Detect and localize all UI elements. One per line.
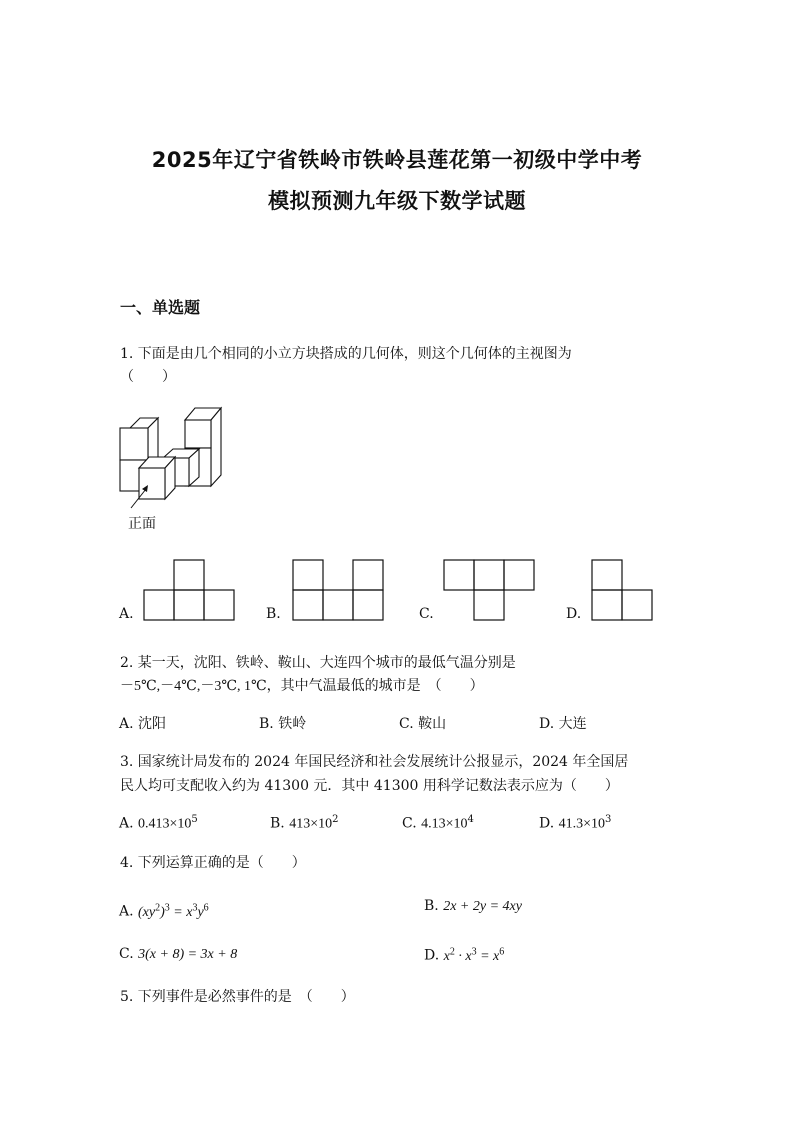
q2-option-d[interactable]: D. 大连 xyxy=(539,716,587,732)
q4-option-c[interactable] xyxy=(119,946,237,963)
q1-stem-line2: （ ） xyxy=(120,369,176,385)
q3-option-a[interactable] xyxy=(119,814,198,833)
q3-option-a-label: A. xyxy=(119,815,134,832)
q3-option-c[interactable] xyxy=(402,814,474,833)
q4-option-d-expr: $x^2 \cdot x^3 = x^6$ xyxy=(443,946,505,964)
q4-option-a[interactable] xyxy=(119,902,209,921)
q3-option-d-label: D. xyxy=(539,815,555,832)
q3-option-d[interactable] xyxy=(539,814,611,833)
q4-option-c-label: C. xyxy=(119,946,134,962)
q3-option-a-mantissa: 0.413×10 xyxy=(138,816,192,832)
q3-option-d-mantissa: 41.3×10 xyxy=(558,816,606,832)
q4-option-b[interactable] xyxy=(424,898,522,915)
q1-cube-figure xyxy=(115,405,245,505)
document-title-line1: 2025年辽宁省铁岭市铁岭县莲花第一初级中学中考 xyxy=(151,148,643,172)
q5-stem: 5. 下列事件是必然事件的是 （ ） xyxy=(120,989,355,1005)
q1-figure-label: 正面 xyxy=(128,516,156,532)
q1-option-c-label[interactable]: C. xyxy=(419,606,434,622)
q3-option-b[interactable] xyxy=(270,814,338,833)
q4-option-c-expr: 3(x + 8) = 3x + 8 xyxy=(138,947,238,962)
q3-option-c-exponent: 4 xyxy=(467,814,474,825)
q1-option-a-label[interactable]: A. xyxy=(119,606,134,622)
q1-option-d-label[interactable]: D. xyxy=(566,606,582,622)
q3-option-b-label: B. xyxy=(270,815,285,832)
q1-option-c-figure xyxy=(443,559,535,621)
q3-option-b-exponent: 2 xyxy=(332,814,339,825)
q2-stem-line2 xyxy=(120,675,484,695)
q2-temperatures: －5℃,－4℃,－3℃, 1℃ xyxy=(120,679,267,694)
q4-stem: 4. 下列运算正确的是（ ） xyxy=(120,855,306,871)
q4-option-d-label: D. xyxy=(424,947,440,964)
q4-option-d[interactable] xyxy=(424,946,504,965)
q4-option-b-expr: 2x + 2y = 4xy xyxy=(443,899,522,914)
q3-option-c-mantissa: 4.13×10 xyxy=(421,816,468,832)
q3-option-a-exponent: 5 xyxy=(191,814,198,825)
q3-option-b-mantissa: 413×10 xyxy=(289,816,333,832)
q2-stem-tail: ，其中气温最低的城市是 （ ） xyxy=(266,678,484,694)
q2-option-a[interactable]: A. 沈阳 xyxy=(119,716,167,732)
q1-stem-line1: 1. 下面是由几个相同的小立方块搭成的几何体，则这个几何体的主视图为 xyxy=(120,346,572,362)
q4-option-a-expr: $(xy^2)^3 = x^3y^6$ xyxy=(138,902,209,920)
q1-option-b-label[interactable]: B. xyxy=(266,606,281,622)
q3-option-d-exponent: 3 xyxy=(605,814,612,825)
q4-option-b-label: B. xyxy=(424,898,439,914)
q3-stem-line2: 民人均可支配收入约为 41300 元．其中 41300 用科学记数法表示应为（ ） xyxy=(120,778,619,794)
section-heading: 一、单选题 xyxy=(120,298,201,317)
q4-option-a-label: A. xyxy=(119,903,134,920)
q2-stem-line1: 2. 某一天，沈阳、铁岭、鞍山、大连四个城市的最低气温分别是 xyxy=(120,655,516,671)
q3-option-c-label: C. xyxy=(402,815,417,832)
q1-option-a-figure xyxy=(143,559,235,621)
q2-option-c[interactable]: C. 鞍山 xyxy=(399,716,447,732)
q1-option-b-figure xyxy=(292,559,384,621)
document-title-line2: 模拟预测九年级下数学试题 xyxy=(268,189,526,213)
q3-stem-line1: 3. 国家统计局发布的 2024 年国民经济和社会发展统计公报显示，2024 年全国居 xyxy=(120,754,629,770)
q1-option-d-figure xyxy=(591,559,653,621)
q2-option-b[interactable]: B. 铁岭 xyxy=(259,716,307,732)
